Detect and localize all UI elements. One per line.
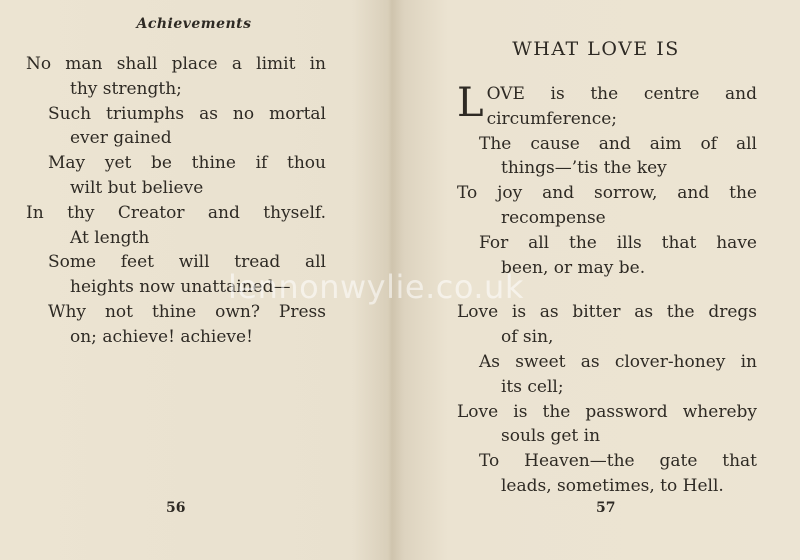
poem-line: recompense bbox=[501, 207, 606, 228]
poem-line: At length bbox=[70, 227, 150, 248]
poem-line: To Heaven—the gate that bbox=[479, 451, 757, 472]
poem-line: Such triumphs as no mortal bbox=[48, 103, 326, 124]
poem-line: OVE is the centre and bbox=[486, 84, 757, 104]
poem-line: As sweet as clover-honey in bbox=[479, 351, 757, 372]
poem-line: May yet be thine if thou bbox=[48, 153, 326, 174]
page-number-right: 57 bbox=[596, 500, 616, 516]
poem-line: ever gained bbox=[70, 128, 172, 149]
poem-line: on; achieve! achieve! bbox=[70, 326, 253, 347]
drop-cap: L bbox=[457, 80, 484, 126]
poem-line: leads, sometimes, to Hell. bbox=[501, 475, 724, 496]
poem-line: Love is as bitter as the dregs bbox=[457, 302, 757, 323]
running-head: Achievements bbox=[136, 16, 252, 32]
poem-line: of sin, bbox=[501, 327, 554, 348]
poem-line: For all the ills that have bbox=[479, 232, 757, 253]
poem-title: WHAT LOVE IS bbox=[512, 38, 680, 60]
poem-line: Love is the password whereby bbox=[457, 401, 757, 422]
poem-line: its cell; bbox=[501, 376, 564, 397]
poem-line: heights now unattained— bbox=[70, 277, 291, 298]
watermark: lennonwylie.co.uk bbox=[228, 268, 524, 306]
poem-line: things—’tis the key bbox=[501, 158, 667, 179]
poem-line: thy strength; bbox=[70, 78, 182, 99]
poem-line: In thy Creator and thyself. bbox=[26, 202, 326, 223]
poem-line: To joy and sorrow, and the bbox=[457, 183, 757, 204]
page-number-left: 56 bbox=[166, 500, 186, 516]
poem-line: Some feet will tread all bbox=[48, 252, 326, 273]
poem-line: circumference; bbox=[486, 108, 618, 129]
poem-line: Why not thine own? Press bbox=[48, 301, 326, 322]
poem-line: wilt but believe bbox=[70, 177, 204, 198]
poem-line: The cause and aim of all bbox=[479, 133, 757, 154]
poem-line: souls get in bbox=[501, 426, 601, 447]
poem-line: been, or may be. bbox=[501, 257, 646, 278]
poem-line: No man shall place a limit in bbox=[26, 54, 326, 74]
